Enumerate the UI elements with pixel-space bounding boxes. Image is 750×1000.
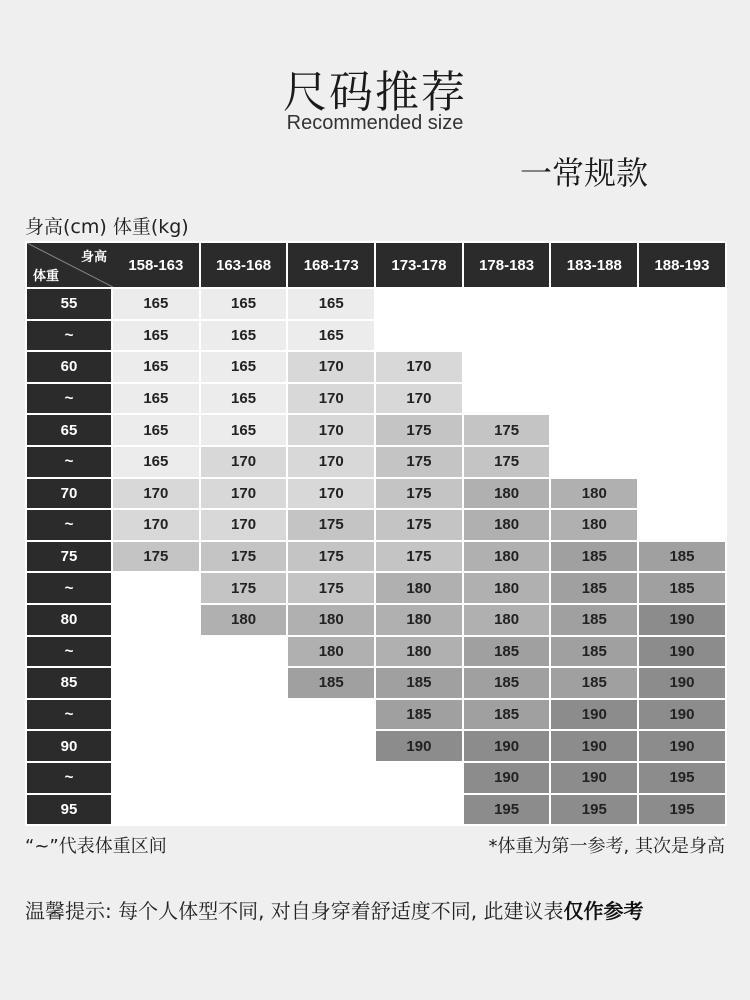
size-cell: 165 bbox=[112, 351, 200, 383]
table-row bbox=[26, 699, 726, 731]
size-cell: 165 bbox=[200, 414, 288, 446]
height-range-header: 158-163 bbox=[112, 242, 200, 288]
size-cell bbox=[200, 762, 288, 794]
size-cell: 175 bbox=[287, 541, 375, 573]
size-cell: 190 bbox=[638, 699, 726, 731]
height-range-header: 183-188 bbox=[550, 242, 638, 288]
size-cell bbox=[112, 730, 200, 762]
corner-height-label: 身高 bbox=[80, 249, 107, 264]
size-cell bbox=[112, 604, 200, 636]
table-row bbox=[26, 478, 726, 510]
table-row bbox=[26, 351, 726, 383]
height-range-header: 168-173 bbox=[287, 242, 375, 288]
size-table bbox=[25, 241, 727, 826]
style-label: 一常规款 bbox=[520, 154, 649, 192]
size-cell: 170 bbox=[200, 509, 288, 541]
weight-label: ~ bbox=[26, 762, 112, 794]
size-cell: 185 bbox=[638, 541, 726, 573]
size-cell: 175 bbox=[375, 509, 463, 541]
size-cell bbox=[112, 636, 200, 668]
size-cell: 180 bbox=[463, 604, 551, 636]
size-cell: 175 bbox=[375, 414, 463, 446]
size-cell: 190 bbox=[550, 699, 638, 731]
size-cell bbox=[375, 288, 463, 320]
weight-label: 85 bbox=[26, 667, 112, 699]
size-cell bbox=[638, 446, 726, 478]
size-cell bbox=[638, 478, 726, 510]
size-cell: 165 bbox=[112, 320, 200, 352]
size-cell: 175 bbox=[287, 572, 375, 604]
size-cell: 190 bbox=[550, 730, 638, 762]
size-cell: 180 bbox=[463, 541, 551, 573]
table-row bbox=[26, 288, 726, 320]
size-cell: 180 bbox=[463, 572, 551, 604]
size-cell: 165 bbox=[200, 351, 288, 383]
size-cell bbox=[287, 699, 375, 731]
corner-header bbox=[26, 242, 112, 288]
size-cell: 165 bbox=[112, 383, 200, 415]
size-cell: 190 bbox=[638, 604, 726, 636]
tilde-note: “~”代表体重区间 bbox=[25, 836, 167, 857]
size-cell bbox=[550, 414, 638, 446]
size-cell: 185 bbox=[550, 636, 638, 668]
table-row bbox=[26, 762, 726, 794]
weight-label: 75 bbox=[26, 541, 112, 573]
size-cell bbox=[200, 636, 288, 668]
size-cell bbox=[638, 414, 726, 446]
size-cell: 180 bbox=[550, 478, 638, 510]
size-cell bbox=[287, 762, 375, 794]
weight-label: 60 bbox=[26, 351, 112, 383]
size-cell: 165 bbox=[200, 320, 288, 352]
size-cell: 185 bbox=[463, 636, 551, 668]
size-cell bbox=[638, 288, 726, 320]
size-cell: 180 bbox=[200, 604, 288, 636]
size-cell bbox=[375, 762, 463, 794]
tip-text bbox=[25, 895, 644, 924]
size-cell: 170 bbox=[287, 383, 375, 415]
size-cell: 175 bbox=[463, 446, 551, 478]
size-cell bbox=[463, 351, 551, 383]
size-cell bbox=[550, 288, 638, 320]
size-cell: 170 bbox=[287, 351, 375, 383]
size-cell: 185 bbox=[375, 667, 463, 699]
table-row bbox=[26, 320, 726, 352]
size-cell: 170 bbox=[287, 478, 375, 510]
size-cell bbox=[550, 446, 638, 478]
size-cell: 180 bbox=[375, 636, 463, 668]
tip-prefix: 温馨提示: 每个人体型不同, 对自身穿着舒适度不同, 此建议表 bbox=[25, 899, 564, 923]
size-cell: 180 bbox=[463, 478, 551, 510]
size-cell: 165 bbox=[112, 288, 200, 320]
size-cell: 165 bbox=[287, 320, 375, 352]
size-cell bbox=[375, 794, 463, 826]
page-subtitle: Recommended size bbox=[286, 112, 464, 134]
page-title: 尺码推荐 bbox=[283, 67, 467, 118]
size-cell: 175 bbox=[200, 572, 288, 604]
size-cell bbox=[638, 383, 726, 415]
height-range-header: 163-168 bbox=[200, 242, 288, 288]
size-cell bbox=[638, 320, 726, 352]
size-cell: 170 bbox=[200, 446, 288, 478]
table-row bbox=[26, 636, 726, 668]
size-cell: 175 bbox=[375, 446, 463, 478]
size-cell: 195 bbox=[463, 794, 551, 826]
size-cell: 170 bbox=[287, 446, 375, 478]
size-cell: 180 bbox=[375, 604, 463, 636]
size-cell: 190 bbox=[638, 730, 726, 762]
size-cell: 165 bbox=[200, 288, 288, 320]
weight-label: ~ bbox=[26, 320, 112, 352]
table-row bbox=[26, 383, 726, 415]
table-row bbox=[26, 667, 726, 699]
size-cell: 175 bbox=[463, 414, 551, 446]
weight-label: 90 bbox=[26, 730, 112, 762]
size-cell: 165 bbox=[112, 414, 200, 446]
units-label: 身高(cm) 体重(kg) bbox=[25, 216, 189, 238]
weight-label: 55 bbox=[26, 288, 112, 320]
size-cell: 175 bbox=[200, 541, 288, 573]
size-cell: 180 bbox=[375, 572, 463, 604]
size-cell bbox=[112, 667, 200, 699]
size-cell: 190 bbox=[638, 667, 726, 699]
size-cell: 180 bbox=[287, 604, 375, 636]
size-cell bbox=[112, 699, 200, 731]
tip-emphasis: 仅作参考 bbox=[563, 899, 644, 923]
size-cell: 175 bbox=[287, 509, 375, 541]
size-cell: 190 bbox=[463, 762, 551, 794]
size-cell bbox=[463, 288, 551, 320]
weight-label: 65 bbox=[26, 414, 112, 446]
size-cell bbox=[200, 794, 288, 826]
size-cell: 185 bbox=[638, 572, 726, 604]
size-cell: 170 bbox=[200, 478, 288, 510]
size-cell bbox=[200, 667, 288, 699]
size-cell bbox=[112, 794, 200, 826]
height-range-header: 188-193 bbox=[638, 242, 726, 288]
priority-note: *体重为第一参考, 其次是身高 bbox=[488, 836, 725, 857]
size-cell: 195 bbox=[638, 762, 726, 794]
weight-label: ~ bbox=[26, 446, 112, 478]
size-cell: 185 bbox=[375, 699, 463, 731]
size-cell bbox=[112, 572, 200, 604]
weight-label: 95 bbox=[26, 794, 112, 826]
weight-label: ~ bbox=[26, 383, 112, 415]
size-cell: 195 bbox=[638, 794, 726, 826]
weight-label: ~ bbox=[26, 699, 112, 731]
table-row bbox=[26, 509, 726, 541]
size-cell: 165 bbox=[287, 288, 375, 320]
size-cell: 185 bbox=[463, 667, 551, 699]
size-cell bbox=[463, 320, 551, 352]
size-cell: 170 bbox=[287, 414, 375, 446]
table-row bbox=[26, 414, 726, 446]
corner-weight-label: 体重 bbox=[33, 268, 60, 283]
size-cell: 190 bbox=[638, 636, 726, 668]
size-cell: 185 bbox=[287, 667, 375, 699]
size-cell: 170 bbox=[375, 383, 463, 415]
size-cell bbox=[550, 351, 638, 383]
size-cell bbox=[287, 730, 375, 762]
weight-label: 80 bbox=[26, 604, 112, 636]
size-cell: 190 bbox=[375, 730, 463, 762]
table-row bbox=[26, 541, 726, 573]
size-cell: 170 bbox=[112, 509, 200, 541]
size-cell: 185 bbox=[550, 572, 638, 604]
table-row bbox=[26, 794, 726, 826]
size-cell: 185 bbox=[550, 604, 638, 636]
table-header-row bbox=[26, 242, 726, 288]
size-cell bbox=[550, 320, 638, 352]
table-row bbox=[26, 572, 726, 604]
size-cell bbox=[638, 351, 726, 383]
size-cell: 175 bbox=[375, 478, 463, 510]
size-cell: 180 bbox=[287, 636, 375, 668]
size-cell bbox=[200, 730, 288, 762]
size-cell: 165 bbox=[200, 383, 288, 415]
size-cell: 180 bbox=[463, 509, 551, 541]
table-row bbox=[26, 730, 726, 762]
size-cell: 175 bbox=[112, 541, 200, 573]
table-row bbox=[26, 604, 726, 636]
size-cell bbox=[463, 383, 551, 415]
size-cell bbox=[375, 320, 463, 352]
size-cell: 180 bbox=[550, 509, 638, 541]
size-cell bbox=[638, 509, 726, 541]
size-cell: 185 bbox=[550, 541, 638, 573]
size-cell: 175 bbox=[375, 541, 463, 573]
size-cell: 165 bbox=[112, 446, 200, 478]
size-cell: 185 bbox=[550, 667, 638, 699]
size-cell: 195 bbox=[550, 794, 638, 826]
size-cell: 190 bbox=[550, 762, 638, 794]
size-cell: 170 bbox=[375, 351, 463, 383]
size-cell bbox=[550, 383, 638, 415]
size-cell: 190 bbox=[463, 730, 551, 762]
table-row bbox=[26, 446, 726, 478]
size-cell: 185 bbox=[463, 699, 551, 731]
weight-label: ~ bbox=[26, 636, 112, 668]
size-cell bbox=[200, 699, 288, 731]
size-cell: 170 bbox=[112, 478, 200, 510]
weight-label: ~ bbox=[26, 509, 112, 541]
height-range-header: 173-178 bbox=[375, 242, 463, 288]
weight-label: 70 bbox=[26, 478, 112, 510]
size-cell bbox=[112, 762, 200, 794]
height-range-header: 178-183 bbox=[463, 242, 551, 288]
table-body bbox=[26, 288, 726, 825]
size-cell bbox=[287, 794, 375, 826]
weight-label: ~ bbox=[26, 572, 112, 604]
